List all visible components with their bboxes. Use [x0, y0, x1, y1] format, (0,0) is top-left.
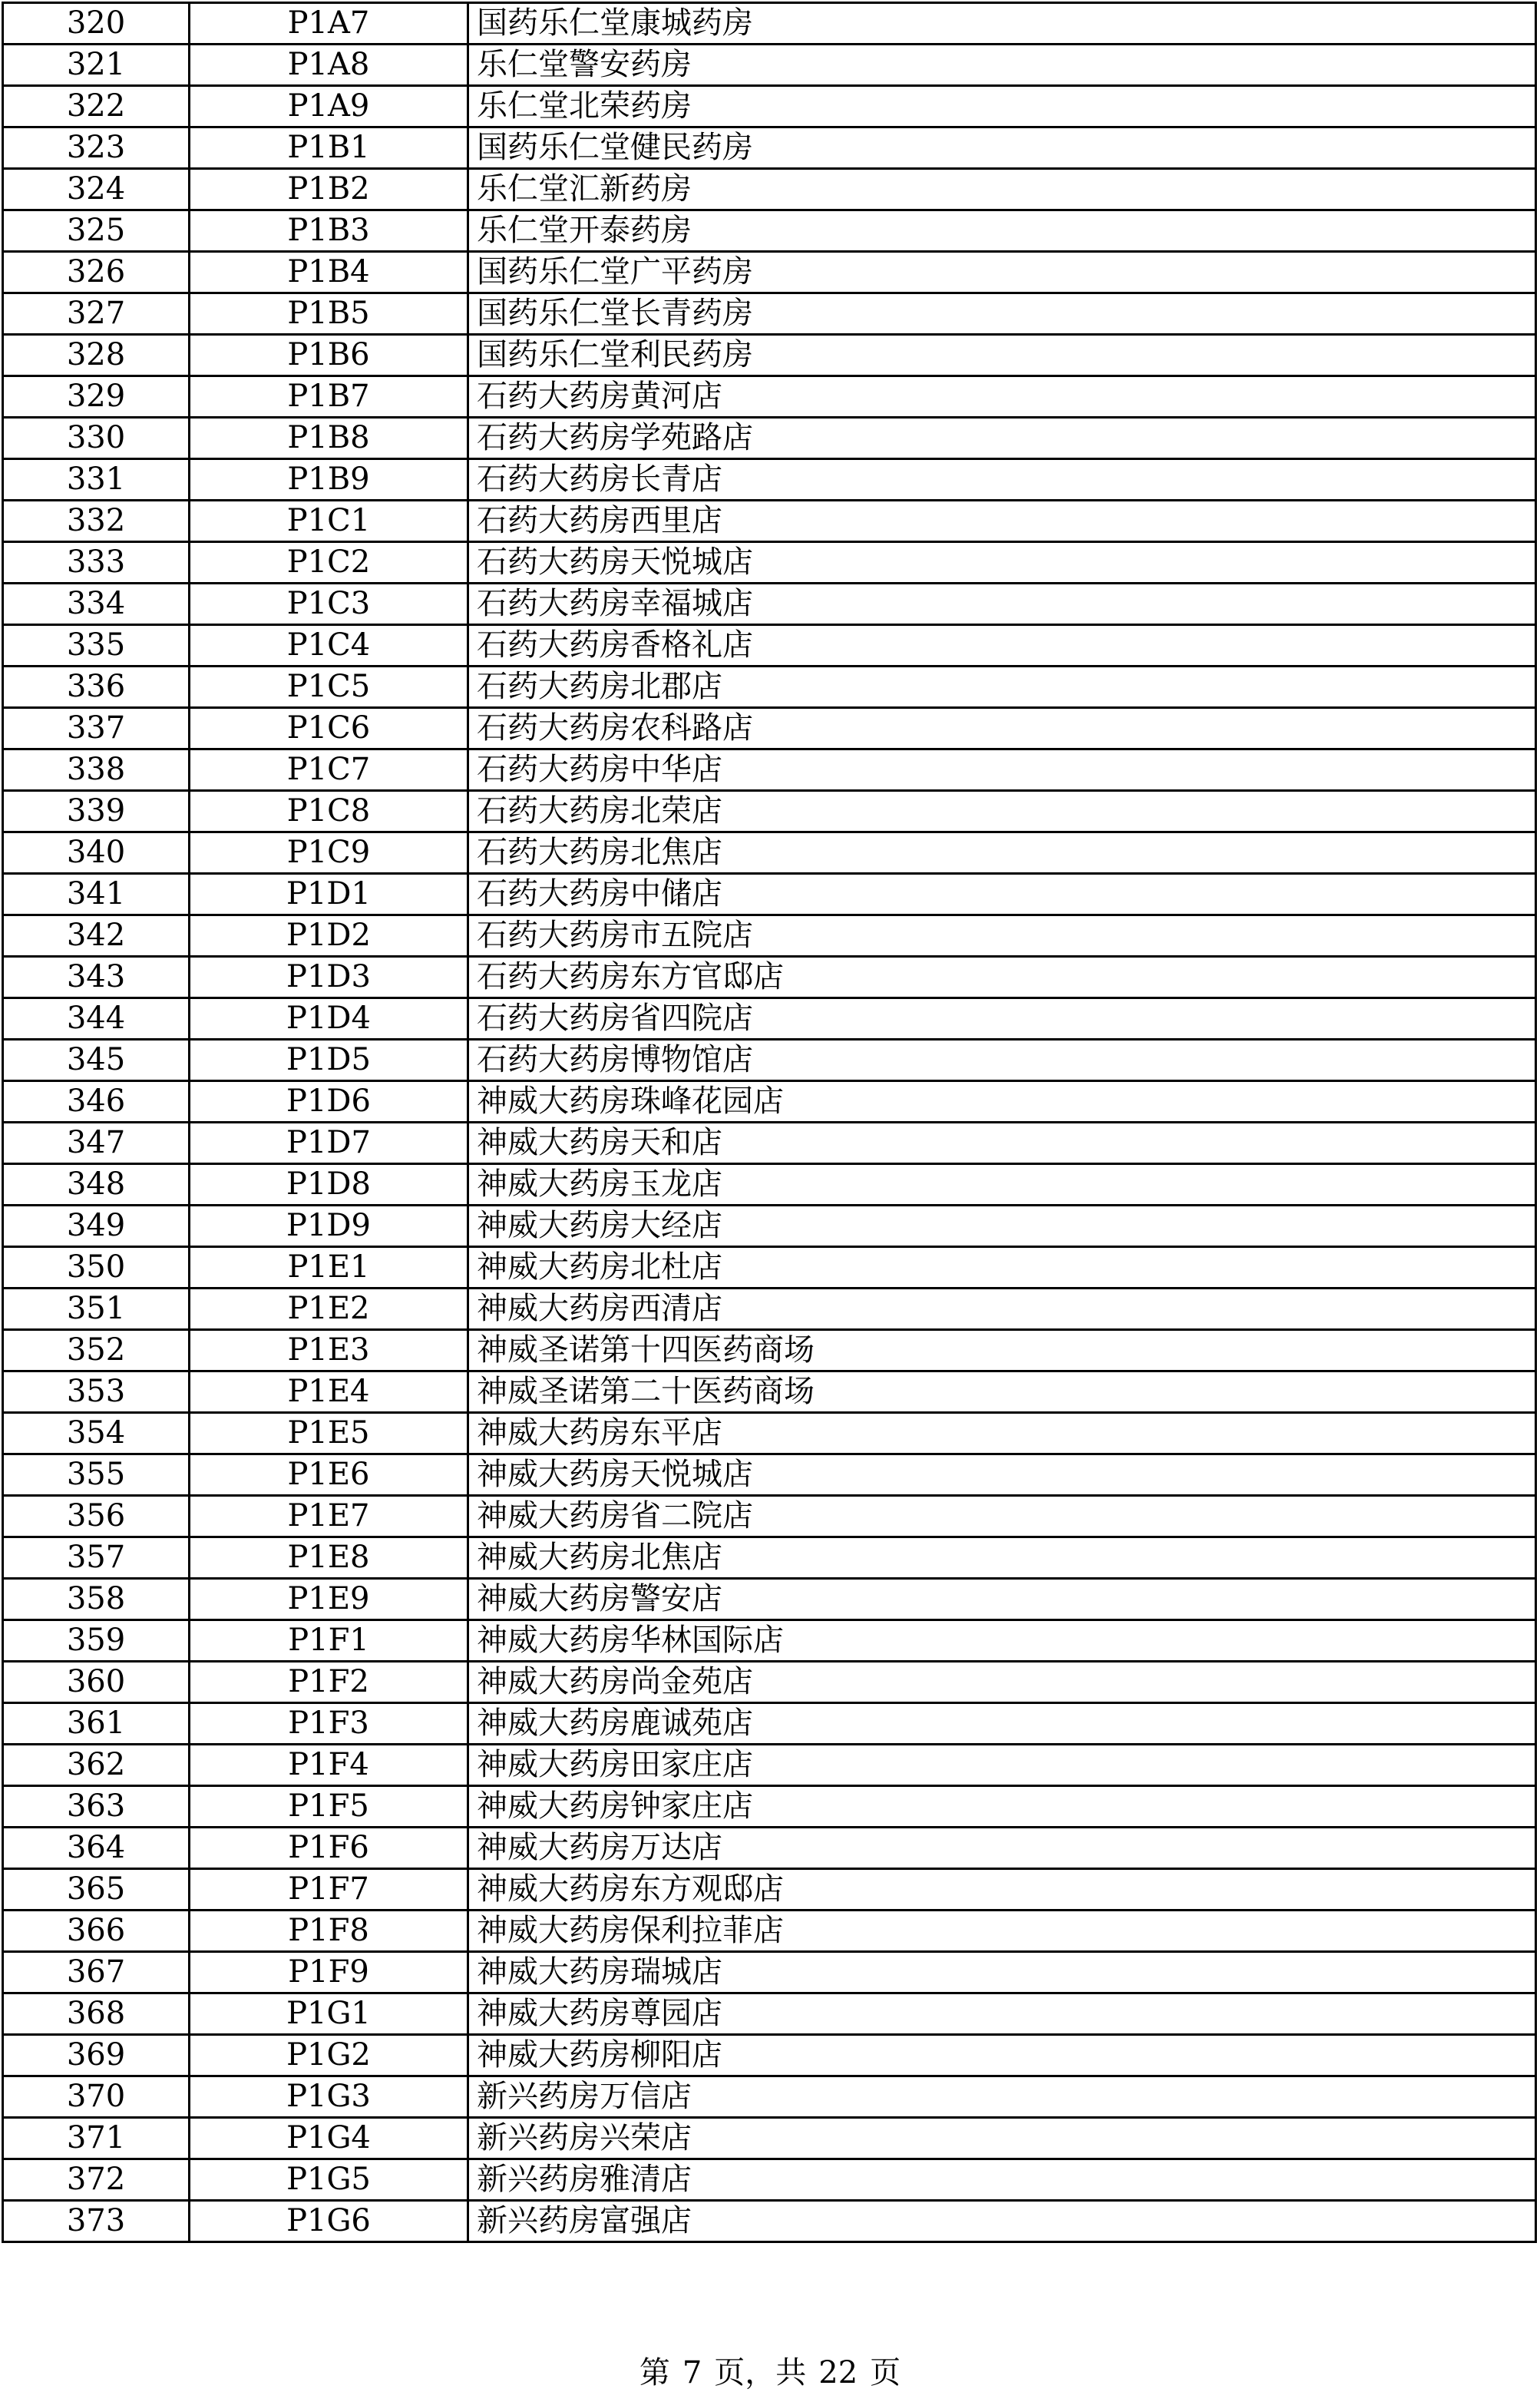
row-pharmacy-name: 石药大药房农科路店: [468, 708, 1536, 749]
row-pharmacy-name: 神威圣诺第二十医药商场: [468, 1371, 1536, 1413]
footer-middle: 页，共: [714, 2355, 807, 2390]
row-pharmacy-name: 神威大药房北杜店: [468, 1247, 1536, 1289]
row-number: 330: [3, 418, 190, 459]
row-number: 344: [3, 998, 190, 1040]
row-pharmacy-name: 神威大药房柳阳店: [468, 2035, 1536, 2076]
row-number: 345: [3, 1040, 190, 1081]
row-code: P1C6: [190, 708, 468, 749]
row-pharmacy-name: 神威大药房珠峰花园店: [468, 1081, 1536, 1123]
row-number: 347: [3, 1123, 190, 1164]
table-row: [3, 2118, 1536, 2159]
row-number: 352: [3, 1330, 190, 1371]
row-number: 346: [3, 1081, 190, 1123]
row-pharmacy-name: 石药大药房博物馆店: [468, 1040, 1536, 1081]
row-pharmacy-name: 神威大药房钟家庄店: [468, 1786, 1536, 1828]
table-row: [3, 2159, 1536, 2201]
row-code: P1B8: [190, 418, 468, 459]
row-pharmacy-name: 神威大药房田家庄店: [468, 1745, 1536, 1786]
row-number: 364: [3, 1828, 190, 1869]
table-row: [3, 45, 1536, 86]
table-row: [3, 1786, 1536, 1828]
table-row: [3, 1413, 1536, 1454]
row-pharmacy-name: 石药大药房幸福城店: [468, 584, 1536, 625]
row-pharmacy-name: 乐仁堂汇新药房: [468, 169, 1536, 210]
row-code: P1B6: [190, 335, 468, 376]
table-row: [3, 708, 1536, 749]
row-code: P1G6: [190, 2201, 468, 2242]
row-pharmacy-name: 神威大药房西清店: [468, 1289, 1536, 1330]
row-pharmacy-name: 神威大药房东方观邸店: [468, 1869, 1536, 1911]
row-code: P1C4: [190, 625, 468, 667]
row-number: 343: [3, 957, 190, 998]
table-row: [3, 1289, 1536, 1330]
table-row: [3, 169, 1536, 210]
row-code: P1A9: [190, 86, 468, 127]
row-pharmacy-name: 石药大药房北荣店: [468, 791, 1536, 832]
row-pharmacy-name: 石药大药房学苑路店: [468, 418, 1536, 459]
table-row: [3, 2201, 1536, 2242]
row-code: P1C9: [190, 832, 468, 874]
row-code: P1D9: [190, 1206, 468, 1247]
row-code: P1E2: [190, 1289, 468, 1330]
row-number: 365: [3, 1869, 190, 1911]
row-pharmacy-name: 国药乐仁堂长青药房: [468, 293, 1536, 335]
row-code: P1E7: [190, 1496, 468, 1537]
row-code: P1C5: [190, 667, 468, 708]
table-row: [3, 86, 1536, 127]
row-number: 325: [3, 210, 190, 252]
table-row: [3, 1206, 1536, 1247]
row-number: 368: [3, 1993, 190, 2035]
table-row: [3, 335, 1536, 376]
footer-current-page: 7: [682, 2355, 702, 2390]
table-row: [3, 1579, 1536, 1620]
row-number: 363: [3, 1786, 190, 1828]
table-row: [3, 1081, 1536, 1123]
row-code: P1D7: [190, 1123, 468, 1164]
table-row: [3, 210, 1536, 252]
table-row: [3, 667, 1536, 708]
row-pharmacy-name: 神威大药房万达店: [468, 1828, 1536, 1869]
row-pharmacy-name: 石药大药房中储店: [468, 874, 1536, 915]
row-number: 341: [3, 874, 190, 915]
row-code: P1B7: [190, 376, 468, 418]
row-code: P1E6: [190, 1454, 468, 1496]
row-code: P1E5: [190, 1413, 468, 1454]
row-pharmacy-name: 石药大药房长青店: [468, 459, 1536, 501]
row-number: 323: [3, 127, 190, 169]
table-row: [3, 1496, 1536, 1537]
row-number: 356: [3, 1496, 190, 1537]
table-row: [3, 418, 1536, 459]
row-number: 367: [3, 1952, 190, 1993]
row-pharmacy-name: 石药大药房省四院店: [468, 998, 1536, 1040]
row-pharmacy-name: 石药大药房天悦城店: [468, 542, 1536, 584]
row-number: 336: [3, 667, 190, 708]
table-row: [3, 1247, 1536, 1289]
table-row: [3, 749, 1536, 791]
row-pharmacy-name: 神威大药房瑞城店: [468, 1952, 1536, 1993]
row-number: 322: [3, 86, 190, 127]
row-pharmacy-name: 石药大药房黄河店: [468, 376, 1536, 418]
row-code: P1F7: [190, 1869, 468, 1911]
row-number: 372: [3, 2159, 190, 2201]
row-pharmacy-name: 新兴药房万信店: [468, 2076, 1536, 2118]
row-number: 326: [3, 252, 190, 293]
table-row: [3, 1703, 1536, 1745]
row-code: P1B1: [190, 127, 468, 169]
row-pharmacy-name: 新兴药房富强店: [468, 2201, 1536, 2242]
row-code: P1D8: [190, 1164, 468, 1206]
row-code: P1F8: [190, 1911, 468, 1952]
row-code: P1B5: [190, 293, 468, 335]
row-code: P1B2: [190, 169, 468, 210]
table-row: [3, 1454, 1536, 1496]
row-code: P1F3: [190, 1703, 468, 1745]
row-number: 355: [3, 1454, 190, 1496]
row-pharmacy-name: 乐仁堂北荣药房: [468, 86, 1536, 127]
row-code: P1B9: [190, 459, 468, 501]
row-code: P1D6: [190, 1081, 468, 1123]
row-number: 371: [3, 2118, 190, 2159]
table-body: [3, 3, 1536, 2242]
table-row: [3, 1537, 1536, 1579]
row-number: 334: [3, 584, 190, 625]
row-pharmacy-name: 乐仁堂开泰药房: [468, 210, 1536, 252]
row-code: P1F1: [190, 1620, 468, 1662]
row-pharmacy-name: 石药大药房中华店: [468, 749, 1536, 791]
row-code: P1E3: [190, 1330, 468, 1371]
row-code: P1C3: [190, 584, 468, 625]
row-number: 350: [3, 1247, 190, 1289]
row-code: P1A7: [190, 3, 468, 45]
table-row: [3, 1993, 1536, 2035]
row-code: P1G5: [190, 2159, 468, 2201]
table-row: [3, 1371, 1536, 1413]
row-number: 359: [3, 1620, 190, 1662]
footer-total-pages: 22: [818, 2355, 858, 2390]
row-pharmacy-name: 神威大药房尊园店: [468, 1993, 1536, 2035]
table-row: [3, 1123, 1536, 1164]
row-code: P1A8: [190, 45, 468, 86]
row-code: P1B3: [190, 210, 468, 252]
row-code: P1G4: [190, 2118, 468, 2159]
row-number: 339: [3, 791, 190, 832]
row-number: 366: [3, 1911, 190, 1952]
table-row: [3, 1164, 1536, 1206]
table-row: [3, 1869, 1536, 1911]
row-code: P1C7: [190, 749, 468, 791]
row-pharmacy-name: 神威大药房玉龙店: [468, 1164, 1536, 1206]
row-pharmacy-name: 神威大药房天和店: [468, 1123, 1536, 1164]
row-code: P1E1: [190, 1247, 468, 1289]
row-pharmacy-name: 神威大药房天悦城店: [468, 1454, 1536, 1496]
row-code: P1D4: [190, 998, 468, 1040]
table-row: [3, 542, 1536, 584]
row-pharmacy-name: 国药乐仁堂广平药房: [468, 252, 1536, 293]
row-pharmacy-name: 国药乐仁堂利民药房: [468, 335, 1536, 376]
row-number: 358: [3, 1579, 190, 1620]
row-code: P1C1: [190, 501, 468, 542]
row-number: 332: [3, 501, 190, 542]
row-code: P1D3: [190, 957, 468, 998]
row-pharmacy-name: 石药大药房香格礼店: [468, 625, 1536, 667]
row-code: P1D5: [190, 1040, 468, 1081]
table-row: [3, 293, 1536, 335]
table-row: [3, 874, 1536, 915]
row-number: 340: [3, 832, 190, 874]
row-code: P1G3: [190, 2076, 468, 2118]
table-row: [3, 1662, 1536, 1703]
row-number: 321: [3, 45, 190, 86]
row-number: 349: [3, 1206, 190, 1247]
row-number: 328: [3, 335, 190, 376]
row-code: P1E4: [190, 1371, 468, 1413]
row-pharmacy-name: 神威大药房尚金苑店: [468, 1662, 1536, 1703]
row-number: 338: [3, 749, 190, 791]
footer-suffix: 页: [870, 2355, 901, 2390]
row-code: P1F5: [190, 1786, 468, 1828]
row-number: 360: [3, 1662, 190, 1703]
row-number: 351: [3, 1289, 190, 1330]
pharmacy-table: [2, 2, 1537, 2243]
row-code: P1F2: [190, 1662, 468, 1703]
table-row: [3, 1911, 1536, 1952]
row-code: P1D1: [190, 874, 468, 915]
row-pharmacy-name: 神威大药房鹿诚苑店: [468, 1703, 1536, 1745]
row-code: P1F6: [190, 1828, 468, 1869]
row-number: 337: [3, 708, 190, 749]
table-row: [3, 1620, 1536, 1662]
table-row: [3, 1828, 1536, 1869]
row-pharmacy-name: 石药大药房东方官邸店: [468, 957, 1536, 998]
row-code: P1D2: [190, 915, 468, 957]
row-pharmacy-name: 石药大药房北焦店: [468, 832, 1536, 874]
row-number: 331: [3, 459, 190, 501]
table-row: [3, 832, 1536, 874]
row-code: P1E9: [190, 1579, 468, 1620]
row-number: 362: [3, 1745, 190, 1786]
row-pharmacy-name: 国药乐仁堂健民药房: [468, 127, 1536, 169]
row-pharmacy-name: 新兴药房雅清店: [468, 2159, 1536, 2201]
row-number: 329: [3, 376, 190, 418]
page-footer: [0, 2354, 1540, 2391]
row-pharmacy-name: 神威大药房东平店: [468, 1413, 1536, 1454]
row-pharmacy-name: 神威大药房保利拉菲店: [468, 1911, 1536, 1952]
row-pharmacy-name: 神威大药房北焦店: [468, 1537, 1536, 1579]
footer-prefix: 第: [639, 2355, 670, 2390]
row-pharmacy-name: 乐仁堂警安药房: [468, 45, 1536, 86]
row-number: 348: [3, 1164, 190, 1206]
table-row: [3, 252, 1536, 293]
row-pharmacy-name: 神威大药房华林国际店: [468, 1620, 1536, 1662]
table-row: [3, 2035, 1536, 2076]
row-pharmacy-name: 国药乐仁堂康城药房: [468, 3, 1536, 45]
row-number: 354: [3, 1413, 190, 1454]
row-code: P1B4: [190, 252, 468, 293]
table-row: [3, 501, 1536, 542]
row-code: P1C2: [190, 542, 468, 584]
row-number: 361: [3, 1703, 190, 1745]
row-number: 370: [3, 2076, 190, 2118]
row-pharmacy-name: 神威大药房省二院店: [468, 1496, 1536, 1537]
row-code: P1G2: [190, 2035, 468, 2076]
row-number: 373: [3, 2201, 190, 2242]
row-number: 353: [3, 1371, 190, 1413]
table-row: [3, 915, 1536, 957]
row-pharmacy-name: 石药大药房西里店: [468, 501, 1536, 542]
table-row: [3, 625, 1536, 667]
table-row: [3, 1330, 1536, 1371]
row-pharmacy-name: 神威大药房警安店: [468, 1579, 1536, 1620]
row-pharmacy-name: 神威大药房大经店: [468, 1206, 1536, 1247]
table-row: [3, 791, 1536, 832]
table-row: [3, 1745, 1536, 1786]
row-number: 335: [3, 625, 190, 667]
table-row: [3, 1040, 1536, 1081]
row-number: 342: [3, 915, 190, 957]
row-number: 327: [3, 293, 190, 335]
row-code: P1C8: [190, 791, 468, 832]
table-row: [3, 459, 1536, 501]
table-row: [3, 584, 1536, 625]
row-code: P1F9: [190, 1952, 468, 1993]
row-code: P1E8: [190, 1537, 468, 1579]
table-row: [3, 3, 1536, 45]
table-row: [3, 957, 1536, 998]
row-number: 324: [3, 169, 190, 210]
table-row: [3, 376, 1536, 418]
row-number: 369: [3, 2035, 190, 2076]
table-row: [3, 127, 1536, 169]
table-row: [3, 1952, 1536, 1993]
row-pharmacy-name: 石药大药房北郡店: [468, 667, 1536, 708]
row-number: 333: [3, 542, 190, 584]
table-row: [3, 2076, 1536, 2118]
row-number: 320: [3, 3, 190, 45]
row-code: P1F4: [190, 1745, 468, 1786]
table-row: [3, 998, 1536, 1040]
row-pharmacy-name: 新兴药房兴荣店: [468, 2118, 1536, 2159]
row-number: 357: [3, 1537, 190, 1579]
row-pharmacy-name: 石药大药房市五院店: [468, 915, 1536, 957]
row-code: P1G1: [190, 1993, 468, 2035]
row-pharmacy-name: 神威圣诺第十四医药商场: [468, 1330, 1536, 1371]
